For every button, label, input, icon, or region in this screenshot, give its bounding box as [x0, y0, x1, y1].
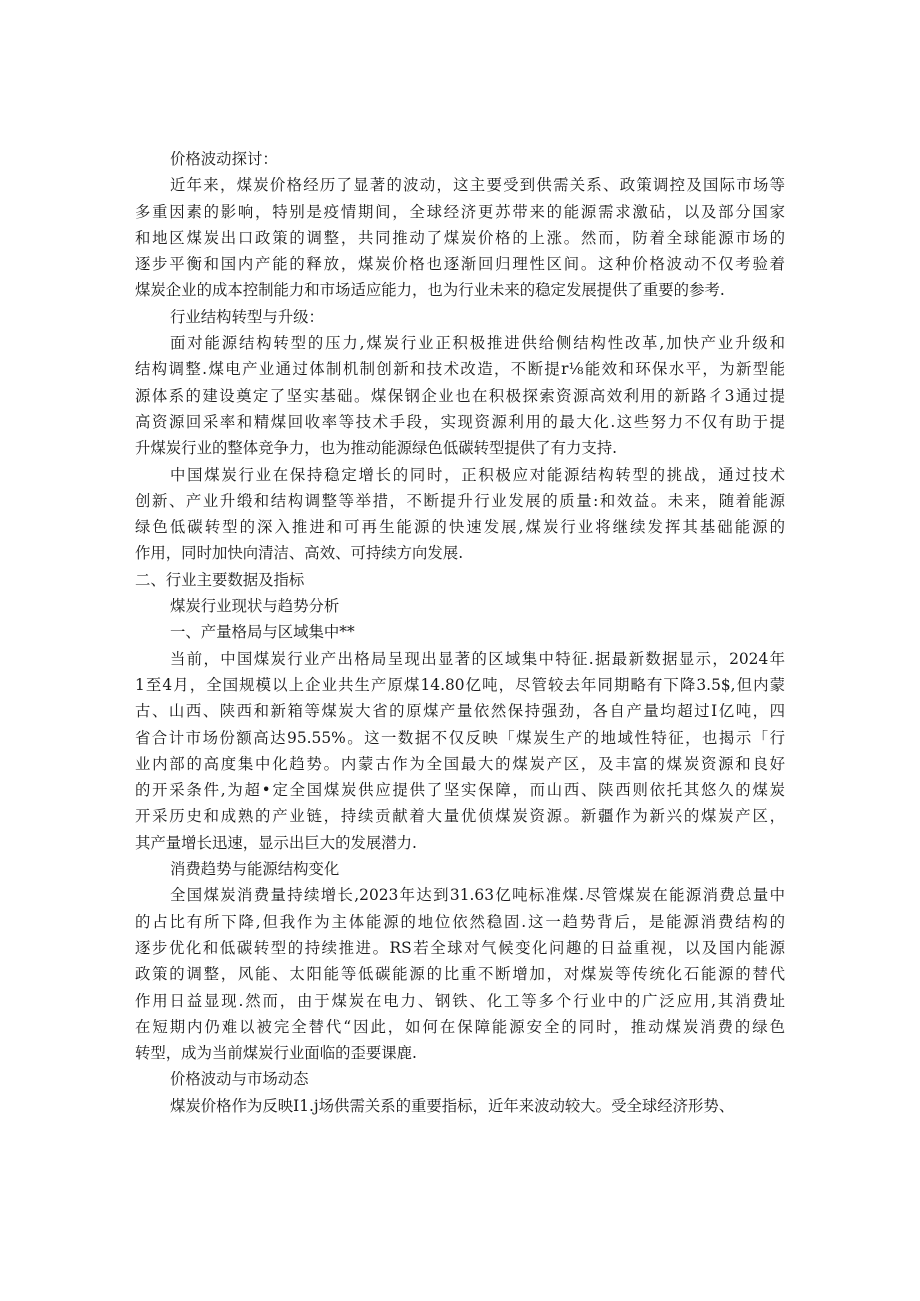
text-line: 面对能源结构转型的压力,煤炭行业正积极推进供给侧结构性改革,加快产业升级和 [170, 334, 785, 353]
paragraph [135, 330, 785, 461]
text-line: 创新、产业升缎和结构调整等举措，不断提升行业发展的质量:和效益。未来，随着能源 [135, 491, 785, 510]
text-line: 省合计市场份额高达95.55%。这一数据不仅反映「煤炭生产的地域性特征，也揭示「行 [135, 728, 785, 747]
text-line: 古、山西、陕西和新箱等煤炭大省的原煤产量依然保持强劲，各自产量均超过I亿吨，四 [135, 702, 785, 721]
paragraph [135, 462, 785, 567]
text-line: 的占比有所下降,但我作为主体能源的地位依然稳固.这一趋势背后，是能源消费结构的 [135, 912, 785, 931]
text-line: 绿色低碳转型的深入推进和可再生能源的快速发展,煤炭行业将继续发挥其基础能源的 [135, 518, 785, 537]
text-line: 升煤炭行业的整体竞争力，也为推动能源绿色低碳转型提供了有力支持. [135, 439, 618, 458]
text-line: 煤炭行业现状与趋势分析 [170, 597, 340, 616]
section-heading [135, 856, 785, 882]
text-line: 一、产量格局与区域集中** [170, 623, 355, 642]
text-line: 在短期内仍难以被完全替代“因此，如何在保障能源安全的同时，推动煤炭消费的绿色 [135, 1017, 785, 1036]
text-line: 全国煤炭消费量持续增长,2023年达到31.63亿吨标准煤.尽管煤炭在能源消费总量中 [170, 886, 785, 905]
text-line: 当前，中国煤炭行业产出格局呈现出显著的区域集中特征.据最新数据显示，2024年 [170, 649, 785, 668]
section-heading [135, 304, 785, 330]
text-line: 价格波动与市场动态 [170, 1070, 309, 1089]
text-line: 业内部的高度集中化趋势。内蒙古作为全国最大的煤炭产区，及丰富的煤炭资源和良好 [135, 754, 785, 773]
text-line: 煤炭价格作为反映I1.j场供需关系的重要指标，近年来波动较大。受全球经济形势、 [170, 1096, 735, 1115]
text-line: 消费趋势与能源结构变化 [170, 860, 340, 879]
section-heading [135, 146, 785, 172]
paragraph [135, 1093, 785, 1119]
text-line: 的开采条件,为超•定全国煤炭供应提供了坚实保障，而山西、陕西则依托其悠久的煤炭 [135, 781, 785, 800]
text-line: 价格波动探讨： [170, 150, 278, 168]
paragraph [135, 882, 785, 1066]
text-line: 作用，同时加快向清洁、高效、可持续方向发展. [135, 544, 464, 563]
text-line: 转型，成为当前煤炭行业面临的歪要课鹿. [135, 1044, 417, 1063]
text-line: 近年来，煤炭价格经历了显著的波动，这主要受到供需关系、政策调控及国际市场等 [170, 176, 785, 195]
text-line: 开采历史和成熟的产业链，持续贡献着大量优侦煤炭资源。新疆作为新兴的煤炭产区， [135, 807, 785, 826]
text-line: 结构调整.煤电产业通过体制机制创新和技术改造，不断提r⅛能效和环保水平，为新型能 [135, 360, 785, 379]
text-line: 中国煤炭行业在保持稳定增长的同时，正积极应对能源结构转型的挑战，通过技术 [170, 465, 785, 484]
section-heading [135, 1066, 785, 1092]
text-line: 1至4月，全国规模以上企业共生产原煤14.80亿吨，尽管较去年同期略有下降3.5$,但内蒙 [135, 675, 785, 694]
text-line: 政策的调整，风能、太阳能等低碳能源的比重不断增加，对煤炭等传统化石能源的替代 [135, 965, 785, 984]
text-line: 多重因素的影响，特别是疫情期间，全球经济更苏带来的能源需求激砧，以及部分国家 [135, 202, 785, 221]
text-line: 逐步优化和低碳转型的持续推进。RS若全球对气候变化问趣的日益重视，以及国内能源 [135, 938, 785, 957]
paragraph [135, 172, 785, 303]
paragraph [135, 646, 785, 856]
text-line: 源体系的建设奠定了坚实基础。煤保钢企业也在积极探索资源高效利用的新路彳3通过提 [135, 386, 785, 405]
text-line: 作用日益显现.然而，由于煤炭在电力、钢铁、化工等多个行业中的广泛应用,其消费址 [135, 991, 785, 1010]
text-line: 二、行业主要数据及指标 [135, 570, 305, 589]
chapter-heading [135, 567, 785, 593]
section-heading [135, 619, 785, 645]
text-line: 逐步平衡和国内产能的释放，煤炭价格也逐渐回归理性区间。这种价格波动不仅考验着 [135, 255, 785, 274]
text-line: 和地区煤炭出口政策的调整，共同推动了煤炭价格的上涨。然而，防着全球能源市场的 [135, 228, 785, 247]
text-line: 高资源回采率和精煤回收率等技术手段，实现资源利用的最大化.这些努力不仅有助于提 [135, 412, 785, 431]
text-line: 煤炭企业的成本控制能力和市场适应能力，也为行业未来的稳定发展提供了重要的参考. [135, 281, 725, 300]
section-heading [135, 593, 785, 619]
document-body [135, 146, 785, 1119]
text-line: 其产量增长迅速，显示出巨大的发展潜力. [135, 833, 417, 852]
text-line: 行业结构转型与升级： [170, 307, 324, 326]
